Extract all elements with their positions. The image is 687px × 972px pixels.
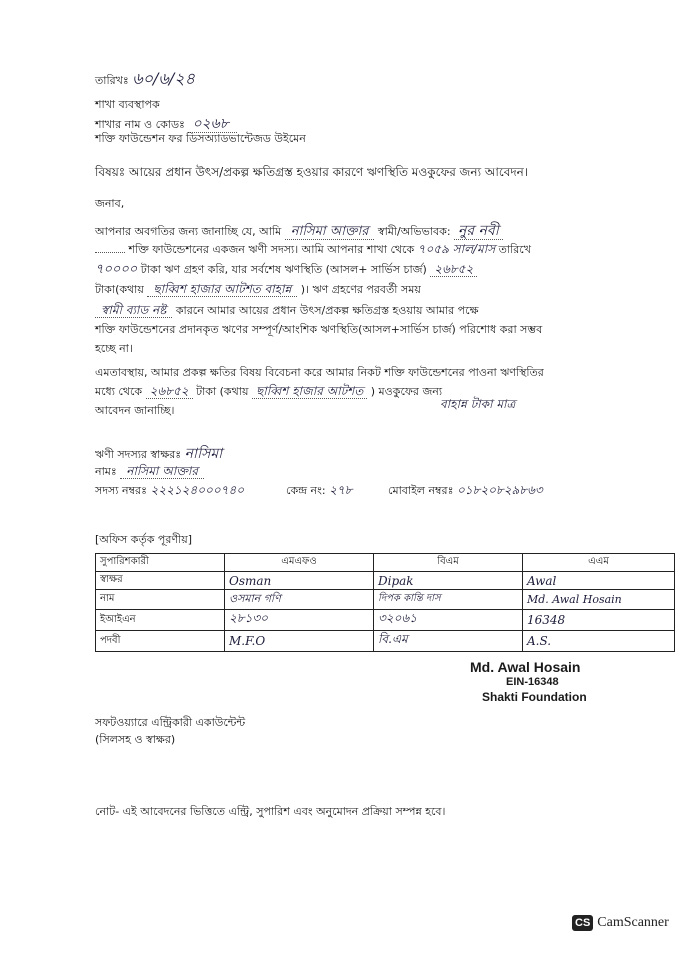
body-line-5	[95, 302, 478, 322]
body-line-4	[95, 281, 421, 301]
table-header-row	[96, 554, 675, 572]
body-text: শক্তি ফাউন্ডেশনের একজন ঋণী সদস্য। আমি আপনার শাখা থেকে	[128, 243, 415, 256]
request-amount-handwritten: ২৬৮৫২	[146, 384, 193, 399]
table-row-label: ইআইএন	[96, 610, 225, 631]
center-handwritten: ২৭৮	[329, 483, 353, 497]
mobile-label: মোবাইল নম্বরঃ	[388, 484, 454, 497]
request-line-1: এমতাবস্থায়, আমার প্রকল্প ক্ষতির বিষয় বিবেচনা করে আমার নিকট শক্তি ফাউন্ডেশনের পাওনা ঋণস্থিতির	[95, 366, 544, 379]
camscanner-text: CamScanner	[597, 915, 669, 930]
body-line-2	[95, 241, 531, 261]
center-label: কেন্দ্র নং:	[286, 484, 326, 497]
branch-manager: শাখা ব্যবস্থাপক	[95, 98, 160, 111]
recommendation-table	[95, 553, 675, 652]
member-number-line	[95, 482, 244, 502]
member-name-handwritten: নাসিমা আক্তার	[285, 224, 375, 240]
table-header: এমএফও	[225, 554, 374, 572]
stamp-name: Md. Awal Hosain	[470, 659, 581, 675]
office-use-label: [অফিস কর্তৃক পূরণীয়]	[95, 533, 192, 546]
balance-words-handwritten: ছাব্বিশ হাজার আটশত বাহান্ন	[147, 282, 297, 297]
member-signature-label: ঋণী সদস্যর স্বাক্ষরঃ	[95, 448, 182, 461]
table-row	[96, 610, 675, 631]
member-name-line	[95, 463, 204, 483]
reason-handwritten: স্বামী ব্যাড নষ্ট	[95, 303, 172, 318]
stamp-org: Shakti Foundation	[482, 690, 587, 704]
software-entry-label: সফটওয়্যারে এন্ট্রিকারী একাউন্টেন্ট	[95, 716, 246, 729]
table-cell: 16348	[523, 610, 675, 631]
table-row	[96, 590, 675, 610]
dotted-blank	[95, 252, 125, 253]
body-text: টাকা(কথায়	[95, 283, 144, 296]
body-line-6: শক্তি ফাউন্ডেশনের প্রদানকৃত ঋণের সম্পূর্ণ/আংশিক ঋণস্থিতি(আসল+সার্ভিস চার্জ) পরিশোধ করা সম্ভব	[95, 323, 543, 336]
table-header: সুপারিশকারী	[96, 554, 225, 572]
balance-handwritten: ২৬৮৫২	[430, 262, 477, 277]
loan-date-handwritten: ৭০৫৯ সাল/মাস	[417, 242, 496, 256]
body-text: তারিখে	[498, 243, 531, 256]
request-line-2	[95, 383, 442, 403]
center-line	[286, 482, 352, 502]
body-text: টাকা ঋণ গ্রহণ করি, যার সর্বশেষ ঋণস্থিতি (আসল+ সার্ভিস চার্জ)	[140, 263, 427, 276]
footer-note: নোট- এই আবেদনের ভিত্তিতে এন্ট্রি, সুপারিশ এবং অনুমোদন প্রক্রিয়া সম্পন্ন হবে।	[95, 805, 446, 818]
body-line-1	[95, 219, 503, 243]
table-cell: Md. Awal Hosain	[523, 590, 675, 610]
table-cell: Osman	[225, 572, 374, 590]
table-cell: M.F.O	[225, 631, 374, 652]
org-line: শক্তি ফাউন্ডেশন ফর ডিসঅ্যাডভান্টেজড উইমেন	[95, 132, 306, 145]
request-line-3: আবেদন জানাচ্ছি।	[95, 404, 175, 417]
member-number-label: সদস্য নম্বরঃ	[95, 484, 147, 497]
table-header: এএম	[523, 554, 675, 572]
table-row-label: পদবী	[96, 631, 225, 652]
body-line-7: হচ্ছে না।	[95, 342, 133, 355]
table-row	[96, 631, 675, 652]
request-amount-words-handwritten-2: বাহান্ন টাকা মাত্র	[440, 397, 516, 411]
body-line-3	[95, 260, 477, 281]
mobile-line	[388, 482, 543, 502]
table-row-label: নাম	[96, 590, 225, 610]
subject: বিষয়ঃ আয়ের প্রধান উৎস/প্রকল্প ক্ষতিগ্রস্ত হওয়ার কারণে ঋণস্থিতি মওকুফের জন্য আবেদন।	[95, 165, 529, 179]
body-text: ) মওকুফের জন্য	[370, 385, 443, 398]
stamp-ein: EIN-16348	[506, 676, 559, 688]
member-number-handwritten: ২২২১২৪০০০৭৪০	[150, 483, 245, 497]
table-cell: ৩২০৬১	[374, 610, 523, 631]
request-amount-words-handwritten: ছাব্বিশ হাজার আটশত	[252, 384, 367, 399]
table-cell: ওসমান গণি	[225, 590, 374, 610]
member-signature-handwritten: নাসিমা	[184, 446, 223, 462]
member-name-label: নামঃ	[95, 465, 117, 478]
loan-amount-handwritten: ৭০০০০	[95, 262, 138, 277]
date-label: তারিখঃ	[95, 74, 129, 87]
member-name-handwritten-2: নাসিমা আক্তার	[120, 464, 204, 479]
mobile-handwritten: ০১৮২০৮২৯৮৬৩	[456, 483, 543, 497]
table-cell: দিপক কান্তি দাস	[374, 590, 523, 610]
camscanner-logo-icon: CS	[572, 915, 593, 931]
branch-code: ০২৬৮	[188, 116, 236, 133]
body-text: আপনার অবগতির জন্য জানাচ্ছি যে, আমি	[95, 225, 282, 238]
table-cell: বি.এম	[374, 631, 523, 652]
body-text: মধ্যে থেকে	[95, 385, 143, 398]
table-cell: ২৮১৩০	[225, 610, 374, 631]
officer-stamp	[470, 660, 587, 705]
body-text: )। ঋণ গ্রহণের পরবর্তী সময়	[300, 283, 421, 296]
salutation: জনাব,	[95, 197, 125, 210]
body-text: কারনে আমার আয়ের প্রধান উৎস/প্রকল্প ক্ষতিগ্রস্ত হওয়ায় আমার পক্ষে	[175, 304, 479, 317]
table-row	[96, 572, 675, 590]
body-text: স্বামী/অভিভাবক:	[377, 225, 451, 238]
guardian-handwritten: নুর নবী	[454, 223, 503, 240]
branch-name-code-label: শাখার নাম ও কোডঃ	[95, 118, 185, 131]
date-value: ৬০/৬/২৪	[132, 69, 196, 88]
table-row-label: স্বাক্ষর	[96, 572, 225, 590]
table-cell: Awal	[523, 572, 675, 590]
table-cell: A.S.	[523, 631, 675, 652]
body-text: টাকা (কথায়	[196, 385, 249, 398]
table-header: বিএম	[374, 554, 523, 572]
camscanner-watermark	[572, 915, 669, 931]
table-cell: Dipak	[374, 572, 523, 590]
date-line	[95, 66, 195, 93]
software-entry-sub: (সিলসহ ও স্বাক্ষর)	[95, 733, 176, 746]
